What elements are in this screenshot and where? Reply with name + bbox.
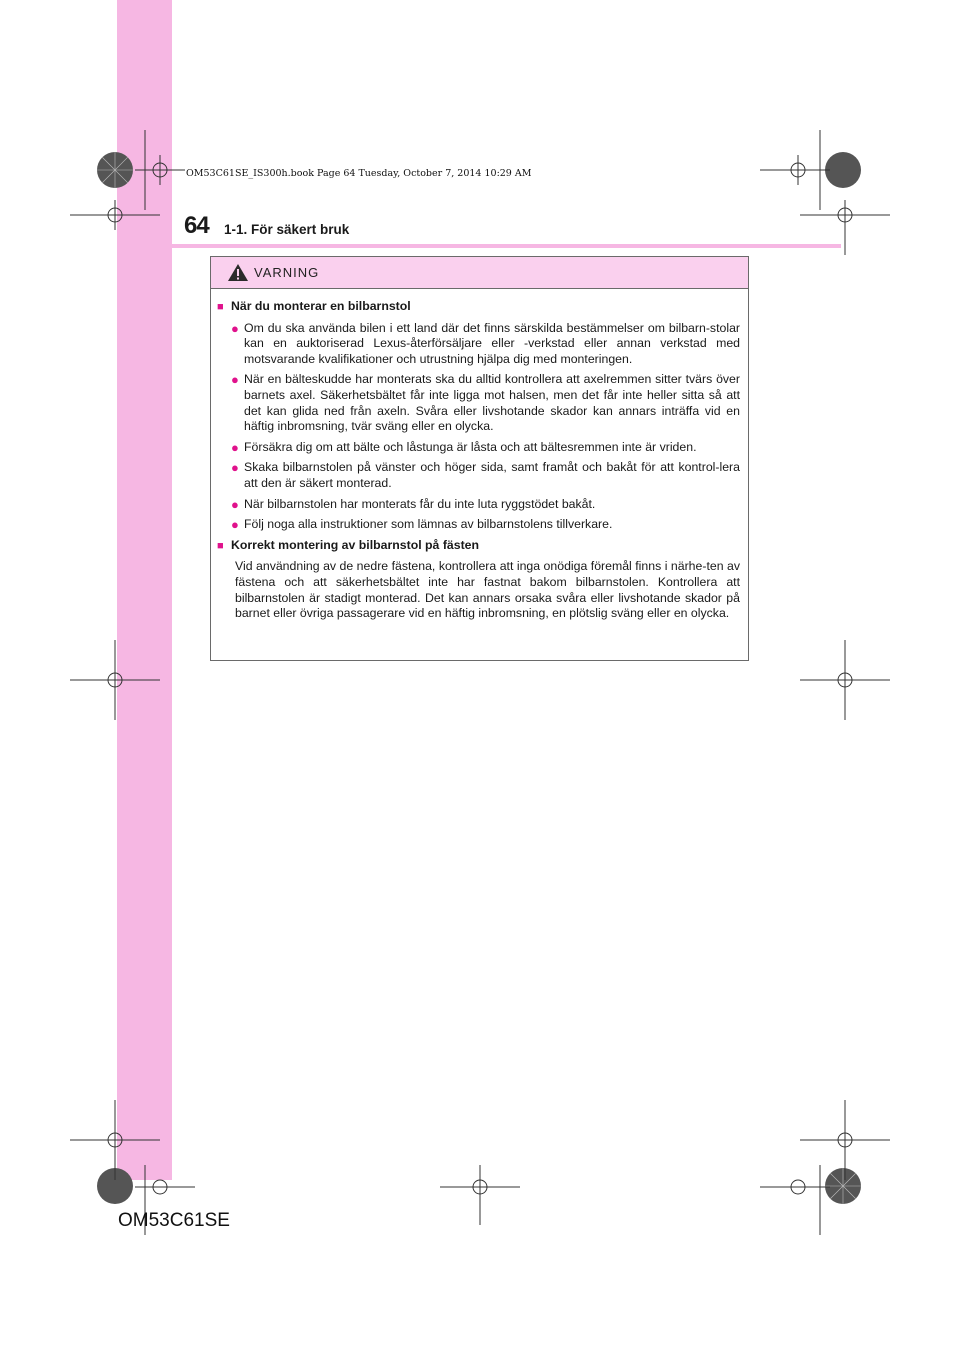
- header-rule: [117, 244, 841, 248]
- warning-heading: [217, 299, 740, 316]
- heading-text: Korrekt montering av bilbarnstol på fästen: [231, 537, 480, 552]
- round-bullet-icon: ●: [231, 496, 239, 512]
- document-code: OM53C61SE: [118, 1210, 230, 1231]
- warning-title: VARNING: [254, 265, 320, 280]
- warning-heading: [217, 538, 740, 555]
- list-item: [231, 372, 740, 434]
- list-item-text: Följ noga alla instruktioner som lämnas av bilbarnstolens tillverkare.: [244, 517, 613, 532]
- list-item-text: Om du ska använda bilen i ett land där det finns särskilda bestämmelser om bilbarn-stolar kan en auktoriserad Lexus-återförsäljare eller -verkstad eller annan verkstad med motsvarande kvalifikationer och utrustning hjälpa dig med monteringen.: [244, 320, 740, 366]
- page-number: 64: [184, 212, 209, 239]
- list-item: [231, 440, 740, 456]
- warning-header: [211, 257, 748, 289]
- registration-target-icon: [70, 640, 160, 720]
- registration-target-icon: [800, 640, 890, 720]
- list-item: [231, 497, 740, 513]
- crop-mark-icon: [95, 150, 135, 190]
- round-bullet-icon: ●: [231, 320, 239, 336]
- round-bullet-icon: ●: [231, 517, 239, 533]
- list-item-text: Skaka bilbarnstolen på vänster och höger sida, samt framåt och bakåt för att kontrol-lera att den är säkert monterad.: [244, 460, 740, 490]
- registration-target-icon: [70, 195, 160, 235]
- registration-target-icon: [760, 1165, 830, 1235]
- warning-box: [210, 256, 749, 661]
- list-item-text: När bilbarnstolen har monterats får du inte luta ryggstödet bakåt.: [244, 496, 596, 511]
- square-bullet-icon: ■: [217, 539, 224, 552]
- registration-target-icon: [440, 1165, 520, 1225]
- round-bullet-icon: ●: [231, 439, 239, 455]
- book-info-line: OM53C61SE_IS300h.book Page 64 Tuesday, October 7, 2014 10:29 AM: [186, 168, 532, 179]
- list-item: [231, 321, 740, 368]
- list-item-text: Försäkra dig om att bälte och låstunga är låsta och att bältesremmen inte är vriden.: [244, 439, 697, 454]
- registration-target-icon: [800, 195, 890, 255]
- list-item: [231, 517, 740, 533]
- section-title: 1-1. För säkert bruk: [224, 222, 350, 237]
- warning-body: [211, 289, 748, 622]
- heading-text: När du monterar en bilbarnstol: [231, 299, 411, 313]
- round-bullet-icon: ●: [231, 460, 239, 476]
- list-item: [231, 460, 740, 491]
- list-item-text: När en bälteskudde har monterats ska du alltid kontrollera att axelremmen sitter tvärs över barnets axel. Säkerhetsbältet får inte ligga mot halsen, men det får inte heller sitta så att det kan glida ned från axeln. Svåra eller livshotande skador kan annars inträffa vid en häftig inbromsning, tvär sväng eller en olycka.: [244, 372, 740, 434]
- warning-paragraph: Vid användning av de nedre fästena, kontrollera att inga onödiga föremål finns i närhe-ten av fästena och att säkerhetsbältet inte har fastnat bakom bilbarnstolen. Kontrollera att bilbarnstolen är stadigt monterad. Det kan annars orsaka svåra eller livshotande skador på barnet eller övriga passagerare vid en häftig inbromsning, en plötslig sväng eller en olycka.: [235, 559, 740, 621]
- warning-triangle-icon: [227, 263, 249, 282]
- square-bullet-icon: ■: [217, 301, 224, 313]
- round-bullet-icon: ●: [231, 372, 239, 388]
